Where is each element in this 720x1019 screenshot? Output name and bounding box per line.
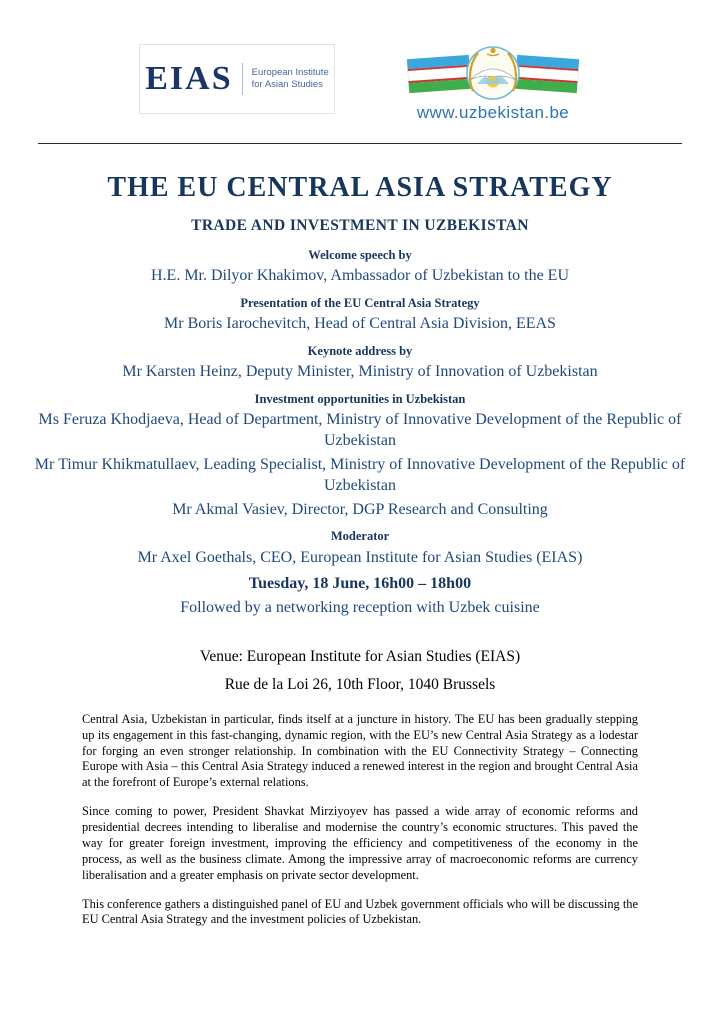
eias-acronym: EIAS	[145, 60, 233, 97]
program-heading-welcome-speech: Welcome speech by	[308, 248, 412, 262]
eias-name-line1: European Institute	[251, 66, 329, 78]
venue-block	[0, 643, 720, 699]
speaker-karsten-heinz: Mr Karsten Heinz, Deputy Minister, Ministry of Innovation of Uzbekistan	[122, 363, 598, 381]
networking-reception-note: Followed by a networking reception with Uzbek cuisine	[180, 599, 540, 617]
program-heading-moderator: Moderator	[330, 529, 390, 544]
description-paragraph-1: Central Asia, Uzbekistan in particular, finds itself at a juncture in history. The EU has been gradually stepping up its engagement in this fast-changing, dynamic region, with the EU’s new Central Asia Strategy as a lodestar for forging an even stronger relationship. In combination with the EU Connectivity Strategy – Connecting Europe with Asia – this Central Asia Strategy induced a renewed interest in the region and brought Central Asia at the forefront of Europe’s external relations.	[82, 711, 638, 790]
uzbekistan-website-link[interactable]: www.uzbekistan.be	[416, 103, 570, 122]
speaker-axel-goethals: Mr Axel Goethals, CEO, European Institute for Asian Studies (EIAS)	[137, 548, 583, 566]
uzbekistan-coat-of-arms-icon	[405, 44, 581, 102]
venue-line: Venue: European Institute for Asian Studies (EIAS)	[199, 648, 521, 666]
header-divider	[38, 143, 682, 144]
uzbekistan-logo	[405, 44, 581, 123]
venue-address: Rue de la Loi 26, 10th Floor, 1040 Brussels	[224, 675, 496, 693]
speaker-feruza-khodjaeva: Ms Feruza Khodjaeva, Head of Department, Ministry of Innovative Development of the Republic of Uzbekistan	[38, 411, 682, 450]
speaker-boris-iarochevitch: Mr Boris Iarochevitch, Head of Central Asia Division, EEAS	[164, 315, 556, 333]
event-datetime: Tuesday, 18 June, 16h00 – 18h00	[248, 575, 472, 593]
program-heading-investment-opportunities: Investment opportunities in Uzbekistan	[254, 392, 466, 407]
event-program	[27, 247, 693, 619]
page-subtitle: TRADE AND INVESTMENT IN UZBEKISTAN	[191, 217, 529, 234]
speaker-akmal-vasiev: Mr Akmal Vasiev, Director, DGP Research and Consulting	[172, 500, 548, 518]
program-heading-presentation: Presentation of the EU Central Asia Strategy	[240, 296, 480, 311]
eias-logo-divider	[242, 63, 243, 95]
speaker-dilyor-khakimov: H.E. Mr. Dilyor Khakimov, Ambassador of Uzbekistan to the EU	[150, 267, 569, 285]
eias-logo-name	[252, 67, 329, 92]
header-logos	[0, 30, 720, 123]
program-heading-keynote-address: Keynote address by	[307, 344, 413, 359]
description-paragraph-2: Since coming to power, President Shavkat Mirziyoyev has passed a wide array of economic reforms and presidential decrees intending to liberalise and modernise the country’s economic structures. This paved the way for greater foreign investment, improving the efficiency and competitiveness of the economy in the process, as well as the business climate. Among the impressive array of macroeconomic reforms are currency liberalisation and a greater emphasis on private sector development.	[82, 804, 638, 882]
page-title: THE EU CENTRAL ASIA STRATEGY	[107, 172, 613, 203]
speaker-timur-khikmatullaev: Mr Timur Khikmatullaev, Leading Specialist, Ministry of Innovative Development of the Republic of Uzbekistan	[34, 455, 686, 494]
eias-logo	[139, 44, 335, 114]
event-description	[82, 712, 638, 929]
eias-name-line2: for Asian Studies	[251, 79, 323, 90]
description-paragraph-3: This conference gathers a distinguished panel of EU and Uzbek government officials who will be discussing the EU Central Asia Strategy and the investment policies of Uzbekistan.	[82, 896, 638, 927]
